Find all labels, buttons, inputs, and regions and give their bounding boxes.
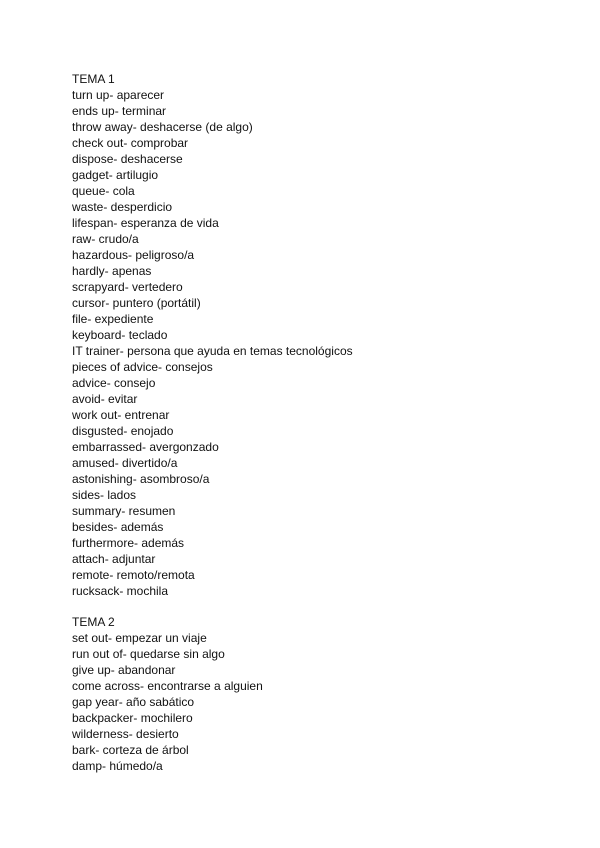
vocab-entry: damp- húmedo/a xyxy=(72,759,163,773)
section-title: TEMA 2 xyxy=(72,615,115,629)
vocab-entry: summary- resumen xyxy=(72,504,176,518)
vocab-entry: besides- además xyxy=(72,520,164,534)
vocab-entry: cursor- puntero (portátil) xyxy=(72,296,201,310)
vocab-entry: advice- consejo xyxy=(72,376,156,390)
vocab-entry: dispose- deshacerse xyxy=(72,152,183,166)
vocab-entry: rucksack- mochila xyxy=(72,584,169,598)
vocab-entry: remote- remoto/remota xyxy=(72,568,195,582)
vocab-entry: turn up- aparecer xyxy=(72,88,165,102)
vocab-entry: wilderness- desierto xyxy=(72,727,179,741)
vocab-entry: work out- entrenar xyxy=(72,408,170,422)
vocabulary-list xyxy=(72,71,572,774)
vocab-entry: pieces of advice- consejos xyxy=(72,360,213,374)
vocab-entry: gadget- artilugio xyxy=(72,168,159,182)
vocab-entry: throw away- deshacerse (de algo) xyxy=(72,120,253,134)
vocab-entry: avoid- evitar xyxy=(72,392,138,406)
vocab-entry: scrapyard- vertedero xyxy=(72,280,183,294)
vocab-entry: sides- lados xyxy=(72,488,137,502)
vocab-entry: furthermore- además xyxy=(72,536,185,550)
vocab-entry: IT trainer- persona que ayuda en temas tecnológicos xyxy=(72,344,353,358)
section-tema-1 xyxy=(72,71,572,599)
vocab-entry: backpacker- mochilero xyxy=(72,711,193,725)
section-tema-2 xyxy=(72,614,572,774)
vocab-entry: hazardous- peligroso/a xyxy=(72,248,195,262)
vocab-entry: embarrassed- avergonzado xyxy=(72,440,219,454)
vocab-entry: attach- adjuntar xyxy=(72,552,156,566)
vocab-entry: amused- divertido/a xyxy=(72,456,178,470)
vocab-entry: set out- empezar un viaje xyxy=(72,631,207,645)
vocab-entry: queue- cola xyxy=(72,184,135,198)
vocab-entry: disgusted- enojado xyxy=(72,424,174,438)
vocab-entry: give up- abandonar xyxy=(72,663,176,677)
vocab-entry: keyboard- teclado xyxy=(72,328,168,342)
vocab-entry: come across- encontrarse a alguien xyxy=(72,679,263,693)
section-title: TEMA 1 xyxy=(72,72,115,86)
vocab-entry: hardly- apenas xyxy=(72,264,152,278)
vocab-entry: gap year- año sabático xyxy=(72,695,195,709)
vocab-entry: file- expediente xyxy=(72,312,154,326)
vocab-entry: run out of- quedarse sin algo xyxy=(72,647,225,661)
vocab-entry: waste- desperdicio xyxy=(72,200,173,214)
vocab-entry: raw- crudo/a xyxy=(72,232,139,246)
section-spacer xyxy=(72,599,572,614)
vocab-entry: bark- corteza de árbol xyxy=(72,743,189,757)
vocab-entry: ends up- terminar xyxy=(72,104,167,118)
vocab-entry: astonishing- asombroso/a xyxy=(72,472,210,486)
vocab-entry: check out- comprobar xyxy=(72,136,189,150)
vocab-entry: lifespan- esperanza de vida xyxy=(72,216,219,230)
